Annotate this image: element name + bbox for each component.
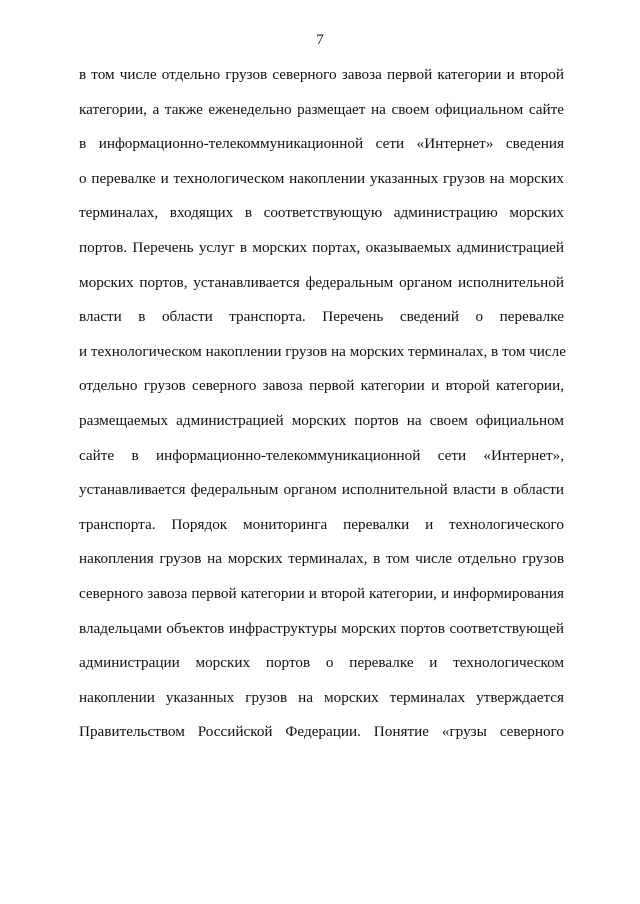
text-line: устанавливается федеральным органом исполнительной власти в области	[79, 481, 564, 499]
text-line: северного завоза первой категории и второй категории, и информирования	[79, 584, 564, 602]
text-line: размещаемых администрацией морских портов на своем официальном	[79, 411, 564, 429]
text-line: накоплении указанных грузов на морских терминалах утверждается	[79, 688, 564, 706]
text-line: терминалах, входящих в соответствующую администрацию морских	[79, 204, 564, 222]
text-line: Правительством Российской Федерации. Понятие «грузы северного	[79, 723, 564, 741]
page-number: 7	[316, 32, 324, 48]
text-line: владельцами объектов инфраструктуры морских портов соответствующей	[79, 619, 564, 637]
text-line: отдельно грузов северного завоза первой категории и второй категории,	[79, 377, 564, 395]
text-line: транспорта. Порядок мониторинга перевалки и технологического	[79, 515, 564, 533]
text-line: администрации морских портов о перевалке и технологическом	[79, 654, 564, 672]
text-line: портов. Перечень услуг в морских портах, оказываемых администрацией	[79, 238, 564, 256]
text-line: накопления грузов на морских терминалах, в том числе отдельно грузов	[79, 550, 564, 568]
text-line: власти в области транспорта. Перечень сведений о перевалке	[79, 308, 564, 326]
text-line: в информационно-телекоммуникационной сети «Интернет» сведения	[79, 135, 564, 153]
document-body	[79, 64, 564, 756]
text-line: категории, а также еженедельно размещает на своем официальном сайте	[79, 100, 564, 118]
text-line: морских портов, устанавливается федеральным органом исполнительной	[79, 273, 564, 291]
text-line: о перевалке и технологическом накоплении указанных грузов на морских	[79, 169, 564, 187]
text-line: и технологическом накоплении грузов на морских терминалах, в том числе	[79, 342, 566, 360]
text-line: сайте в информационно-телекоммуникационной сети «Интернет»,	[79, 446, 564, 464]
text-line: в том числе отдельно грузов северного завоза первой категории и второй	[79, 66, 564, 83]
